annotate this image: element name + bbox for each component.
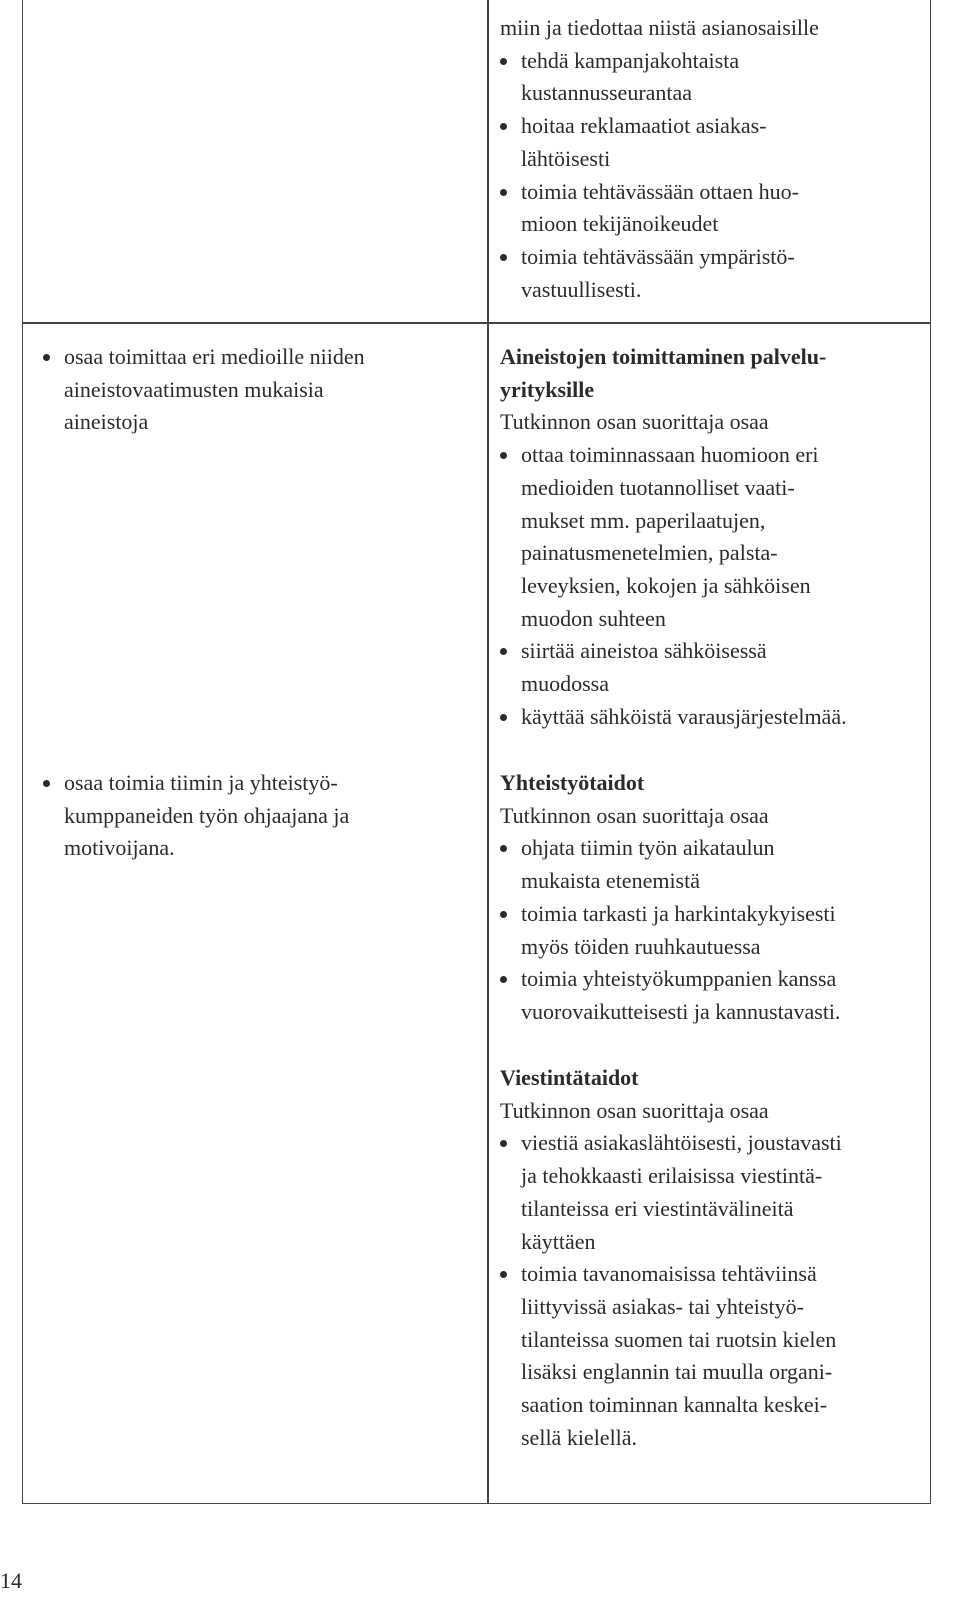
bullet-icon — [43, 354, 50, 361]
list-item: toimia tavanomaisissa tehtäviinsä liittyvissä asiakas- tai yhteistyö- tilanteissa suomen tai ruotsin kielen lisäksi englannin tai muulla organi- saation toiminnan kannalta keskei- sellä kielellä. — [500, 1258, 920, 1454]
bullet-icon — [500, 452, 507, 459]
section-heading: Aineistojen toimittaminen palvelu- — [500, 344, 827, 369]
competence-table — [22, 0, 931, 1504]
bullet-icon — [500, 58, 507, 65]
bullet-icon — [500, 976, 507, 983]
bullet-icon — [500, 845, 507, 852]
bullet-icon — [43, 780, 50, 787]
bullet-icon — [500, 254, 507, 261]
column-divider — [487, 0, 489, 1503]
list-item: ohjata tiimin työn aikataulun mukaista etenemistä — [500, 832, 920, 897]
section-viestintataidot — [500, 1062, 920, 1454]
bullet-icon — [500, 911, 507, 918]
list-item: toimia tarkasti ja harkintakykyisesti myös töiden ruuhkautuessa — [500, 898, 920, 963]
bullet-icon — [500, 648, 507, 655]
left-objective-2 — [43, 767, 463, 865]
section-intro: Tutkinnon osan suorittaja osaa — [500, 802, 769, 828]
continuation-line: miin ja tiedottaa niistä asianosaisille — [500, 15, 819, 40]
bullet-icon — [500, 1271, 507, 1278]
bullet-icon — [500, 1140, 507, 1147]
list-item: toimia yhteistyökumppanien kanssa vuorovaikutteisesti ja kannustavasti. — [500, 963, 920, 1028]
page-number: 14 — [0, 1568, 22, 1593]
list-item: hoitaa reklamaatiot asiakas- lähtöisesti — [500, 110, 920, 175]
list-item: käyttää sähköistä varausjärjestelmää. — [500, 701, 920, 734]
list-item: toimia tehtävässään ympäristö- vastuullisesti. — [500, 241, 920, 306]
section-intro: Tutkinnon osan suorittaja osaa — [500, 409, 769, 435]
list-item: osaa toimittaa eri medioille niiden aineistovaatimusten mukaisia aineistoja — [43, 341, 463, 439]
top-right-cell — [500, 12, 920, 306]
section-aineistojen-toimittaminen — [500, 341, 920, 733]
bullet-icon — [500, 123, 507, 130]
row-divider — [23, 322, 930, 324]
list-item: viestiä asiakaslähtöisesti, joustavasti ja tehokkaasti erilaisissa viestintä- tilanteissa eri viestintävälineitä käyttäen — [500, 1127, 920, 1258]
list-item: osaa toimia tiimin ja yhteistyö- kumppaneiden työn ohjaajana ja motivoijana. — [43, 767, 463, 865]
list-item: tehdä kampanjakohtaista kustannusseurantaa — [500, 45, 920, 110]
list-item: toimia tehtävässään ottaen huo- mioon tekijänoikeudet — [500, 176, 920, 241]
section-yhteistyotaidot — [500, 767, 920, 1029]
left-objective-1 — [43, 341, 463, 439]
section-heading: Viestintätaidot — [500, 1065, 639, 1090]
section-heading: Yhteistyötaidot — [500, 770, 645, 795]
bullet-icon — [500, 714, 507, 721]
section-intro: Tutkinnon osan suorittaja osaa — [500, 1097, 769, 1123]
section-heading: yrityksille — [500, 376, 595, 402]
list-item: ottaa toiminnassaan huomioon eri medioiden tuotannolliset vaati- mukset mm. paperilaatujen, painatusmenetelmien, palsta- leveyksien, kokojen ja sähköisen muodon suhteen — [500, 439, 920, 635]
bullet-icon — [500, 189, 507, 196]
list-item: siirtää aineistoa sähköisessä muodossa — [500, 635, 920, 700]
